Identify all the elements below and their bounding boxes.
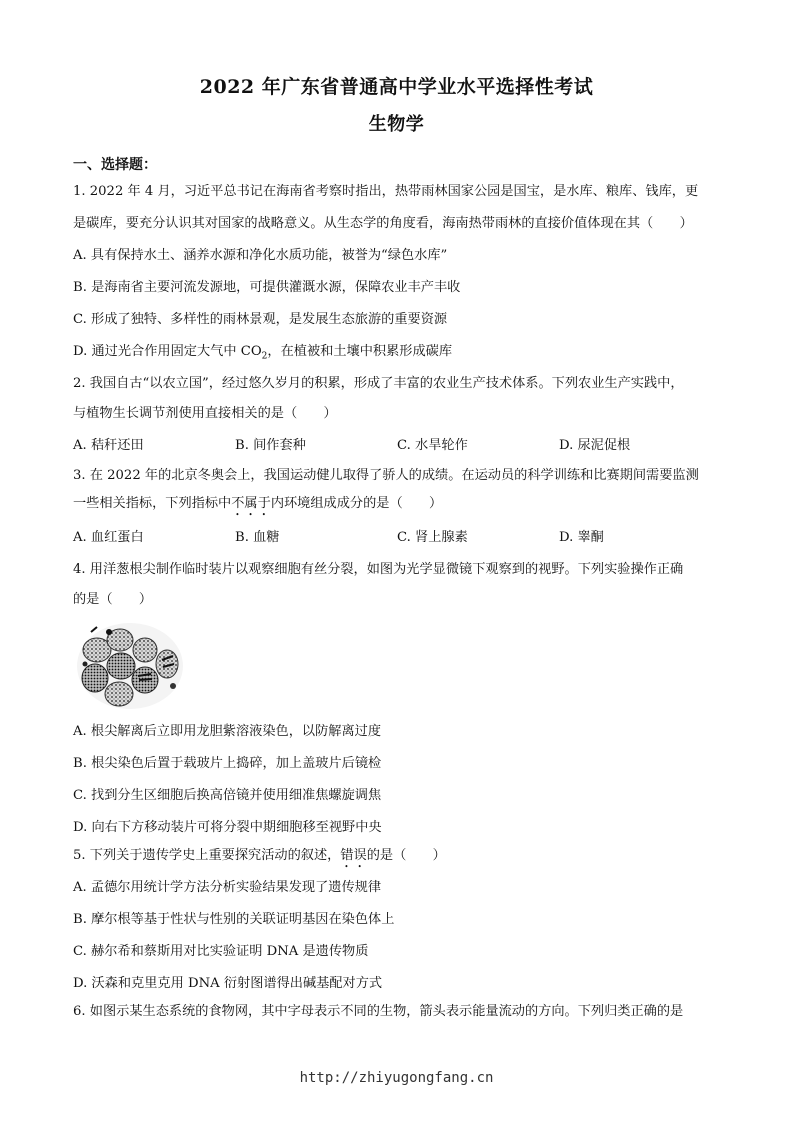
q5-stem-text-end: 的是（ ） [366,848,446,863]
q3-option-d: D. 睾酮 [559,530,604,545]
q2-option-a: A. 秸秆还田 [73,438,144,453]
q3-stem-text-end: 内环境组成成分的是（ ） [270,496,443,511]
q1-stem-line1: 1. 2022 年 4 月，习近平总书记在海南省考察时指出，热带雨林国家公园是国宝，是水库、粮库、钱库，更 [73,184,699,199]
exam-subject: 生物学 [368,114,425,135]
q2-option-b: B. 间作套种 [235,438,306,453]
q5-option-c: C. 赫尔希和蔡斯用对比实验证明 DNA 是遗传物质 [73,944,369,959]
q5-option-b: B. 摩尔根等基于性状与性别的关联证明基因在染色体上 [73,912,395,927]
q3-stem-line1: 3. 在 2022 年的北京冬奥会上，我国运动健儿取得了骄人的成绩。在运动员的科学训练和比赛期间需要监测 [73,468,699,483]
microscope-field-image [75,620,185,712]
q1-option-d [73,342,452,367]
q1-option-d-text-end: ，在植被和土壤中积累形成碳库 [267,344,453,359]
q5-emphasis: 错误 [340,848,367,863]
q2-stem-line1: 2. 我国自古“以农立国”，经过悠久岁月的积累，形成了丰富的农业生产技术体系。下列农业生产实践中， [73,376,684,391]
footer-url[interactable]: http://zhiyugongfang.cn [299,1070,494,1086]
q5-stem-text: 5. 下列关于遗传学史上重要探究活动的叙述， [73,848,341,863]
q1-option-d-text: D. 通过光合作用固定大气中 CO [73,344,262,359]
q6-stem-line1: 6. 如图示某生态系统的食物网，其中字母表示不同的生物，箭头表示能量流动的方向。下列归类正确的是 [73,1004,684,1019]
q4-option-a: A. 根尖解离后立即用龙胆紫溶液染色，以防解离过度 [73,724,382,739]
q1-option-d-subscript: 2 [261,351,268,362]
q4-option-c: C. 找到分生区细胞后换高倍镜并使用细准焦螺旋调焦 [73,788,382,803]
q4-option-d: D. 向右下方移动装片可将分裂中期细胞移至视野中央 [73,820,382,835]
q2-stem-line2: 与植物生长调节剂使用直接相关的是（ ） [73,406,337,421]
q1-stem-line2: 是碳库，要充分认识其对国家的战略意义。从生态学的角度看，海南热带雨林的直接价值体现在其（ ） [73,216,693,231]
q5-option-d: D. 沃森和克里克用 DNA 衍射图谱得出碱基配对方式 [73,976,383,991]
q3-stem-text: 一些相关指标，下列指标中 [73,496,232,511]
q4-stem-line2: 的是（ ） [73,592,153,607]
q1-option-c: C. 形成了独特、多样性的雨林景观，是发展生态旅游的重要资源 [73,312,448,327]
q3-option-c: C. 肾上腺素 [397,530,468,545]
q1-option-a: A. 具有保持水土、涵养水源和净化水质功能，被誉为“绿色水库” [73,248,448,263]
q3-option-b: B. 血糖 [235,530,280,545]
q5-stem [73,846,723,871]
q2-option-c: C. 水旱轮作 [397,438,468,453]
q4-option-b: B. 根尖染色后置于载玻片上捣碎，加上盖玻片后镜检 [73,756,382,771]
q5-option-a: A. 孟德尔用统计学方法分析实验结果发现了遗传规律 [73,880,382,895]
q4-stem-line1: 4. 用洋葱根尖制作临时装片以观察细胞有丝分裂，如图为光学显微镜下观察到的视野。下列实验操作正确 [73,562,684,577]
q3-stem-line2 [73,494,723,519]
q1-option-b: B. 是海南省主要河流发源地，可提供灌溉水源，保障农业丰产丰收 [73,280,461,295]
section-heading: 一、选择题： [73,157,157,173]
exam-title: 2022 年广东省普通高中学业水平选择性考试 [199,76,594,98]
q3-option-a: A. 血红蛋白 [73,530,144,545]
q2-option-d: D. 尿泥促根 [559,438,631,453]
q3-emphasis: 不属于 [231,496,271,511]
